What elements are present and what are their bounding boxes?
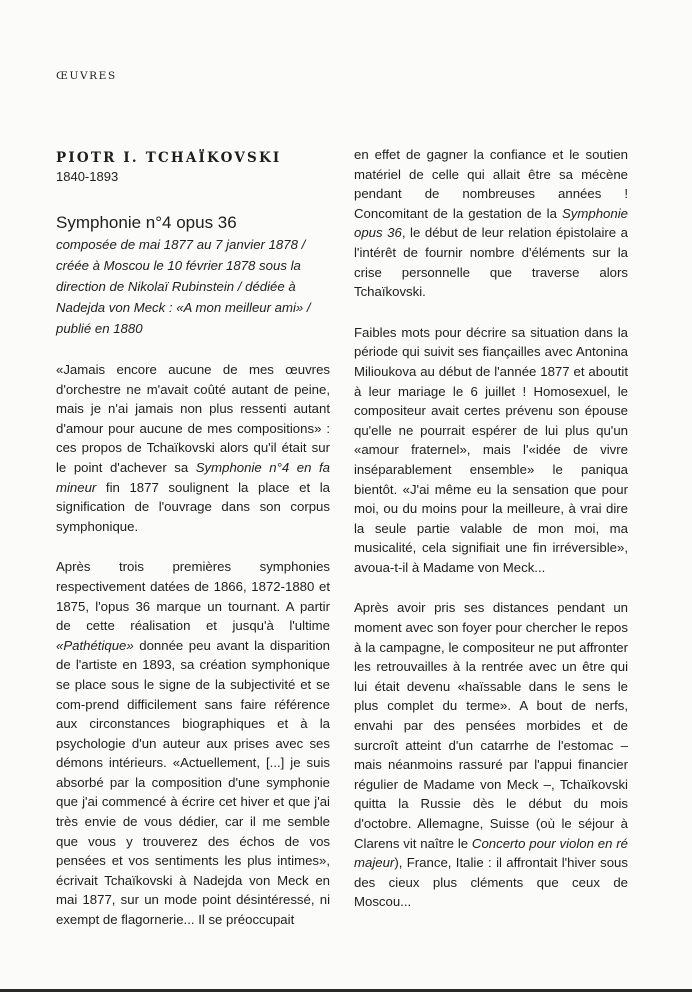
paragraph-1-text-b: fin 1877 soulignent la place et la signification de l'ouvrage dans son corpus symphonique.	[56, 479, 330, 534]
composer-name: PIOTR I. TCHAÏKOVSKI	[56, 150, 282, 166]
right-column	[354, 145, 628, 912]
paragraph-2-text-b: donnée peu avant la disparition de l'artiste en 1893, sa création symphonique se place sous le signe de la subjectivité et se com-prend difficilement sans faire référence aux circonstances biographiques et à la psychologie d'un auteur aux prises avec ses démons intérieurs. «Actuellement, [...] je suis absorbé par la composition d'une symphonie que j'ai commencé à écrire cet hiver et que j'ai très envie de vous dédier, car il me semble que vous y trouverez des échos de vos pensées et vos sentiments les plus intimes», écrivait Tchaïkovski à Nadejda von Meck en mai 1877, sur un mode point désintéressé, ni exempt de flagornerie... Il se préoccupait	[56, 637, 330, 928]
paragraph-2-continued-text-a: en effet de gagner la confiance et le soutien matériel de celle qui allait être sa mécène pendant de nombreuses années ! Concomitant de la gestation de la	[354, 147, 628, 221]
paragraph-2-continued-emphasis: Symphonie opus 36	[354, 205, 628, 241]
composer-dates: 1840-1893	[56, 169, 119, 184]
paragraph-4-text-a: Après avoir pris ses distances pendant un moment avec son foyer pour chercher le repos à la campagne, le compositeur ne put affronter les retrouvailles à la rentrée avec un être qui lui était devenu «haïssable dans le sens le plus complet du terme». A bout de nerfs, envahi par des pensées morbides et de surcroît atteint d'un catarrhe de l'estomac – mais néanmoins rassuré par l'appui financier régulier de Madame von Meck –, Tchaïkovski quitta la Russie dès le début du mois d'octobre. Allemagne, Suisse (où le séjour à Clarens vit naître le	[354, 600, 628, 851]
paragraph-2-continued-text-b: , le début de leur relation épistolaire a l'intérêt de fournir nombre d'éléments sur la crise personnelle que traverse alors Tchaïkovski.	[354, 225, 628, 300]
paragraph-1-text-a: «Jamais encore aucune de mes œuvres d'orchestre ne m'avait coûté autant de peine, mais je n'ai jamais non plus ressenti autant d'amour pour aucune de mes compositions» : ces propos de Tchaïkovski alors qu'il était sur le point d'achever sa	[56, 362, 330, 475]
paragraph-2-emphasis: «Pathétique»	[56, 637, 134, 653]
left-column	[56, 150, 330, 930]
work-title: Symphonie n°4 opus 36	[56, 213, 237, 232]
paragraph-4-emphasis: Concerto pour violon en ré majeur	[354, 835, 628, 871]
work-details: composée de mai 1877 au 7 janvier 1878 / créée à Moscou le 10 février 1878 sous la direction de Nikolaï Rubinstein / dédiée à Nadejda von Meck : «A mon meilleur ami» / publié en 1880	[56, 237, 311, 336]
paragraph-4	[354, 598, 628, 912]
paragraph-2-continued	[354, 145, 628, 302]
paragraph-1	[56, 360, 330, 536]
section-header: ŒUVRES	[56, 70, 117, 82]
paragraph-4-text-b: ), France, Italie : il affrontait l'hiver sous des cieux plus cléments que ceux de Moscou...	[354, 855, 628, 910]
paragraph-3: Faibles mots pour décrire sa situation dans la période qui suivit ses fiançailles avec Antonina Milioukova au début de l'année 1877 et aboutit à leur mariage le 6 juillet ! Homosexuel, le compositeur avait certes prévenu son épouse qu'elle ne pourrait espérer de lui plus qu'un «amour fraternel», mais l'«idée de vivre inséparablement ensemble» le paniqua bientôt. «J'ai même eu la sensation que pour moi, ou du moins pour la meilleure, à vrai dire la seule partie valable de mon moi, ma musicalité, cela signifiait une fin irréversible», avoua-t-il à Madame von Meck...	[354, 324, 628, 575]
paragraph-1-emphasis: Symphonie n°4 en fa mineur	[56, 459, 331, 495]
paragraph-2-text-a: Après trois premières symphonies respectivement datées de 1866, 1872-1880 et 1875, l'opus 36 marque un tournant. A partir de cette réalisation et jusqu'à l'ultime	[56, 559, 330, 634]
paragraph-2	[56, 557, 330, 929]
